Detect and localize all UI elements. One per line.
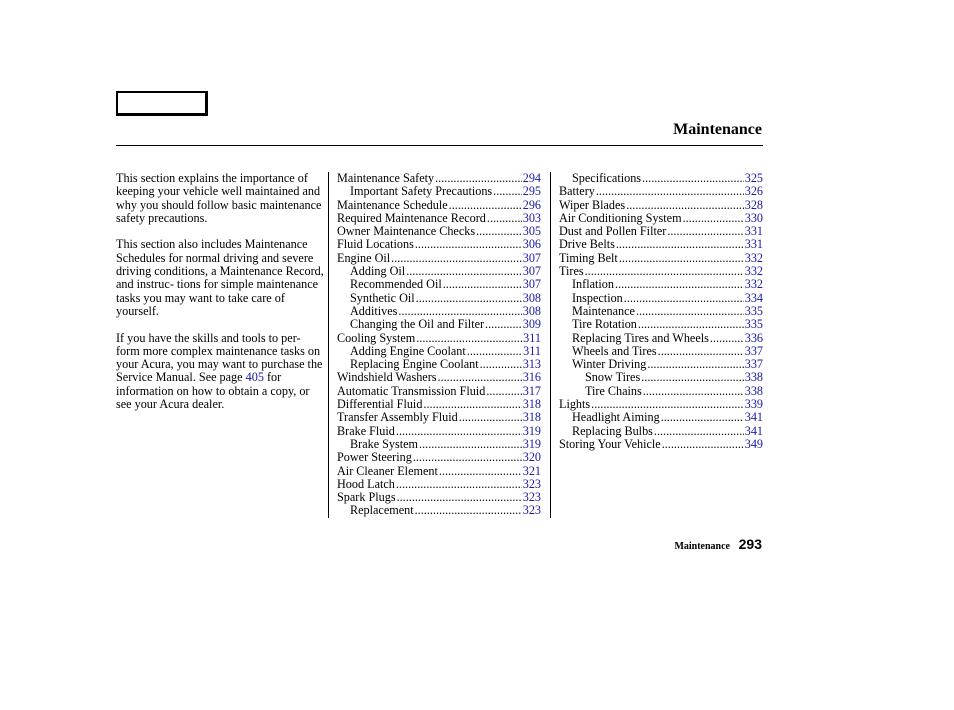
toc-entry-label: Additives — [350, 303, 398, 318]
toc-page-link[interactable]: 325 — [744, 171, 763, 185]
toc-page-link[interactable]: 309 — [522, 317, 541, 332]
toc-leader-dots — [391, 252, 522, 265]
toc-leader-dots — [467, 345, 522, 358]
toc-entry-label: Winter Driving — [572, 357, 647, 372]
toc-entry[interactable] — [337, 252, 541, 265]
toc-entry[interactable] — [559, 332, 763, 345]
toc-page-link[interactable]: 323 — [522, 490, 541, 505]
toc-entry-label: Synthetic Oil — [350, 290, 415, 305]
toc-leader-dots — [493, 185, 522, 198]
intro-paragraph-1: This section explains the importance of keeping your vehicle well maintained and why you should follow basic maintenance safety precautions. — [116, 171, 322, 225]
toc-page-link[interactable]: 319 — [522, 423, 541, 438]
toc-leader-dots — [683, 212, 744, 225]
toc-entry-label: Specifications — [572, 171, 642, 185]
toc-leader-dots — [449, 199, 522, 212]
toc-page-link[interactable]: 334 — [744, 290, 763, 305]
toc-page-link[interactable]: 307 — [522, 277, 541, 292]
toc-entry-label: Cooling System — [337, 330, 416, 345]
toc-entry[interactable] — [559, 318, 763, 331]
toc-entry-label: Spark Plugs — [337, 490, 396, 505]
toc-page-link[interactable]: 296 — [522, 197, 541, 212]
toc-entry[interactable] — [337, 478, 541, 491]
toc-entry-label: Lights — [559, 397, 591, 412]
toc-entry[interactable] — [559, 305, 763, 318]
toc-page-link[interactable]: 349 — [744, 436, 763, 451]
toc-leader-dots — [443, 278, 522, 291]
toc-entry-label: Required Maintenance Record — [337, 210, 486, 225]
page-title: Maintenance — [673, 121, 762, 138]
toc-leader-dots — [654, 425, 744, 438]
toc-entry[interactable] — [559, 225, 763, 238]
toc-entry-label: Drive Belts — [559, 237, 615, 252]
toc-page-link[interactable]: 303 — [522, 210, 541, 225]
toc-column-1 — [337, 172, 541, 518]
toc-leader-dots — [439, 465, 522, 478]
toc-page-link[interactable]: 331 — [744, 224, 763, 239]
toc-page-link[interactable]: 332 — [744, 277, 763, 292]
toc-leader-dots — [643, 385, 744, 398]
toc-entry-label: Transfer Assembly Fluid — [337, 410, 458, 425]
toc-entry[interactable] — [337, 465, 541, 478]
toc-entry-label: Maintenance — [572, 303, 635, 318]
intro-p3-before: If you have the skills and tools to per- form more complex maintenance tasks on your Acura, you may want to purchase the Service Manual. See page — [116, 330, 323, 385]
toc-entry-label: Important Safety Precautions — [350, 184, 493, 199]
toc-page-link[interactable]: 335 — [744, 303, 763, 318]
toc-entry-label: Power Steering — [337, 450, 412, 465]
toc-page-link[interactable]: 305 — [522, 224, 541, 239]
toc-page-link[interactable]: 307 — [522, 264, 541, 279]
toc-entry[interactable] — [337, 398, 541, 411]
column-divider-2 — [550, 172, 551, 518]
toc-entry[interactable] — [559, 411, 763, 424]
toc-page-link[interactable]: 295 — [522, 184, 541, 199]
toc-leader-dots — [658, 345, 744, 358]
toc-leader-dots — [415, 504, 522, 517]
toc-page-link[interactable]: 318 — [522, 397, 541, 412]
intro-paragraph-3 — [116, 332, 326, 412]
toc-page-link[interactable]: 332 — [744, 264, 763, 279]
toc-leader-dots — [396, 478, 522, 491]
toc-entry-label: Wiper Blades — [559, 197, 626, 212]
toc-entry[interactable] — [559, 358, 763, 371]
toc-page-link[interactable]: 323 — [522, 476, 541, 491]
intro-text — [116, 172, 326, 425]
toc-leader-dots — [642, 172, 744, 185]
section-tab-box — [116, 91, 208, 116]
intro-paragraph-2: This section also includes Maintenance Schedules for normal driving and severe driving conditions, a Maintenance Record, and instruc- tions for simple maintenance tasks you may want to take care of yourself. — [116, 237, 324, 318]
toc-entry[interactable] — [337, 438, 541, 451]
toc-entry[interactable] — [337, 238, 541, 251]
toc-leader-dots — [636, 305, 744, 318]
toc-leader-dots — [476, 225, 522, 238]
toc-entry[interactable] — [337, 504, 541, 517]
toc-entry[interactable] — [337, 345, 541, 358]
toc-entry[interactable] — [559, 385, 763, 398]
toc-page-link[interactable]: 330 — [744, 210, 763, 225]
toc-page-link[interactable]: 332 — [744, 250, 763, 265]
toc-page-link[interactable]: 311 — [523, 330, 541, 345]
toc-entry-label: Owner Maintenance Checks — [337, 224, 476, 239]
toc-leader-dots — [485, 318, 522, 331]
toc-page-link[interactable]: 336 — [744, 330, 763, 345]
toc-entry[interactable] — [559, 238, 763, 251]
toc-page-link[interactable]: 294 — [522, 171, 541, 185]
toc-entry[interactable] — [559, 199, 763, 212]
toc-page-link[interactable]: 335 — [744, 317, 763, 332]
toc-page-link[interactable]: 338 — [744, 370, 763, 385]
toc-entry-label: Inspection — [572, 290, 623, 305]
toc-leader-dots — [626, 199, 744, 212]
toc-entry[interactable] — [559, 371, 763, 384]
toc-page-link[interactable]: 320 — [522, 450, 541, 465]
toc-entry[interactable] — [559, 345, 763, 358]
toc-leader-dots — [710, 332, 744, 345]
toc-leader-dots — [487, 212, 522, 225]
toc-entry-label: Headlight Aiming — [572, 410, 660, 425]
toc-entry[interactable] — [337, 199, 541, 212]
footer-page-number: 293 — [738, 536, 762, 552]
toc-entry[interactable] — [337, 225, 541, 238]
toc-entry-label: Adding Oil — [350, 264, 406, 279]
toc-leader-dots — [419, 438, 522, 451]
toc-page-link[interactable]: 328 — [744, 197, 763, 212]
toc-leader-dots — [616, 238, 744, 251]
toc-entry-label: Air Conditioning System — [559, 210, 682, 225]
toc-page-link[interactable]: 337 — [744, 357, 763, 372]
toc-entry[interactable] — [337, 292, 541, 305]
toc-entry[interactable] — [337, 318, 541, 331]
page-link-405[interactable]: 405 — [245, 370, 264, 385]
toc-entry-label: Brake System — [350, 436, 419, 451]
toc-page-link[interactable]: 331 — [744, 237, 763, 252]
toc-entry-label: Dust and Pollen Filter — [559, 224, 667, 239]
toc-entry-label: Automatic Transmission Fluid — [337, 383, 486, 398]
toc-page-link[interactable]: 307 — [522, 250, 541, 265]
toc-entry[interactable] — [337, 332, 541, 345]
toc-page-link[interactable]: 341 — [744, 410, 763, 425]
toc-leader-dots — [416, 292, 522, 305]
toc-entry[interactable] — [337, 212, 541, 225]
toc-leader-dots — [423, 398, 521, 411]
toc-leader-dots — [416, 332, 522, 345]
toc-entry[interactable] — [559, 292, 763, 305]
toc-page-link[interactable]: 339 — [744, 397, 763, 412]
toc-entry-label: Hood Latch — [337, 476, 395, 491]
toc-entry-label: Replacement — [350, 503, 414, 518]
toc-leader-dots — [459, 411, 522, 424]
column-divider-1 — [328, 172, 329, 518]
toc-entry-label: Changing the Oil and Filter — [350, 317, 485, 332]
toc-leader-dots — [662, 438, 744, 451]
toc-page-link[interactable]: 318 — [522, 410, 541, 425]
toc-leader-dots — [397, 491, 522, 504]
intro-p3-after: for information on how to obtain a copy, or see your Acura dealer. — [116, 370, 310, 412]
toc-entry-label: Tire Chains — [585, 383, 642, 398]
toc-entry-label: Replacing Engine Coolant — [350, 357, 479, 372]
toc-leader-dots — [638, 318, 744, 331]
toc-page-link[interactable]: 317 — [522, 383, 541, 398]
toc-page-link[interactable]: 308 — [522, 290, 541, 305]
toc-leader-dots — [619, 252, 744, 265]
toc-leader-dots — [396, 425, 522, 438]
toc-page-link[interactable]: 311 — [523, 343, 541, 358]
toc-entry-label: Fluid Locations — [337, 237, 414, 252]
toc-entry[interactable] — [337, 425, 541, 438]
toc-entry[interactable] — [337, 265, 541, 278]
toc-entry-label: Maintenance Schedule — [337, 197, 448, 212]
toc-page-link[interactable]: 338 — [744, 383, 763, 398]
toc-entry[interactable] — [337, 305, 541, 318]
toc-entry[interactable] — [559, 252, 763, 265]
toc-entry-label: Adding Engine Coolant — [350, 343, 466, 358]
toc-entry[interactable] — [337, 411, 541, 424]
toc-leader-dots — [667, 225, 743, 238]
toc-entry[interactable] — [337, 491, 541, 504]
toc-entry-label: Snow Tires — [585, 370, 641, 385]
toc-entry-label: Inflation — [572, 277, 614, 292]
header-rule — [116, 145, 763, 146]
toc-entry[interactable] — [559, 425, 763, 438]
toc-page-link[interactable]: 313 — [522, 357, 541, 372]
toc-page-link[interactable]: 337 — [744, 343, 763, 358]
toc-leader-dots — [413, 451, 522, 464]
toc-entry-label: Differential Fluid — [337, 397, 423, 412]
toc-entry[interactable] — [559, 212, 763, 225]
toc-entry-label: Engine Oil — [337, 250, 391, 265]
toc-entry[interactable] — [559, 398, 763, 411]
toc-entry[interactable] — [337, 185, 541, 198]
toc-leader-dots — [615, 278, 744, 291]
footer-section-label: Maintenance — [674, 541, 730, 552]
toc-entry[interactable] — [559, 278, 763, 291]
toc-entry[interactable] — [337, 172, 541, 185]
toc-leader-dots — [398, 305, 521, 318]
toc-leader-dots — [415, 238, 522, 251]
toc-entry[interactable] — [559, 265, 763, 278]
toc-entry-label: Recommended Oil — [350, 277, 442, 292]
toc-leader-dots — [596, 185, 744, 198]
toc-page-link[interactable]: 319 — [522, 436, 541, 451]
toc-entry-label: Replacing Tires and Wheels — [572, 330, 709, 345]
toc-page-link[interactable]: 308 — [522, 303, 541, 318]
toc-entry[interactable] — [337, 385, 541, 398]
toc-leader-dots — [406, 265, 522, 278]
toc-entry-label: Replacing Bulbs — [572, 423, 653, 438]
toc-entry[interactable] — [559, 172, 763, 185]
toc-entry-label: Tires — [559, 264, 584, 279]
toc-page-link[interactable]: 323 — [522, 503, 541, 518]
toc-leader-dots — [641, 371, 744, 384]
toc-page-link[interactable]: 316 — [522, 370, 541, 385]
toc-entry-label: Storing Your Vehicle — [559, 436, 661, 451]
toc-entry-label: Tire Rotation — [572, 317, 637, 332]
toc-entry-label: Battery — [559, 184, 595, 199]
toc-leader-dots — [438, 371, 522, 384]
toc-leader-dots — [591, 398, 744, 411]
toc-leader-dots — [661, 411, 744, 424]
toc-page-link[interactable]: 321 — [522, 463, 541, 478]
toc-entry-label: Timing Belt — [559, 250, 618, 265]
toc-entry-label: Maintenance Safety — [337, 171, 435, 185]
toc-entry[interactable] — [559, 185, 763, 198]
toc-entry[interactable] — [559, 438, 763, 451]
toc-entry[interactable] — [337, 358, 541, 371]
toc-leader-dots — [435, 172, 522, 185]
toc-entry[interactable] — [337, 451, 541, 464]
toc-page-link[interactable]: 326 — [744, 184, 763, 199]
toc-entry-label: Wheels and Tires — [572, 343, 657, 358]
toc-leader-dots — [647, 358, 743, 371]
toc-entry-label: Brake Fluid — [337, 423, 395, 438]
toc-entry[interactable] — [337, 371, 541, 384]
toc-page-link[interactable]: 306 — [522, 237, 541, 252]
toc-leader-dots — [624, 292, 744, 305]
toc-leader-dots — [486, 385, 521, 398]
toc-entry-label: Air Cleaner Element — [337, 463, 438, 478]
toc-entry-label: Windshield Washers — [337, 370, 437, 385]
toc-leader-dots — [480, 358, 522, 371]
toc-entry[interactable] — [337, 278, 541, 291]
toc-leader-dots — [585, 265, 744, 278]
toc-column-2 — [559, 172, 763, 451]
toc-page-link[interactable]: 341 — [744, 423, 763, 438]
